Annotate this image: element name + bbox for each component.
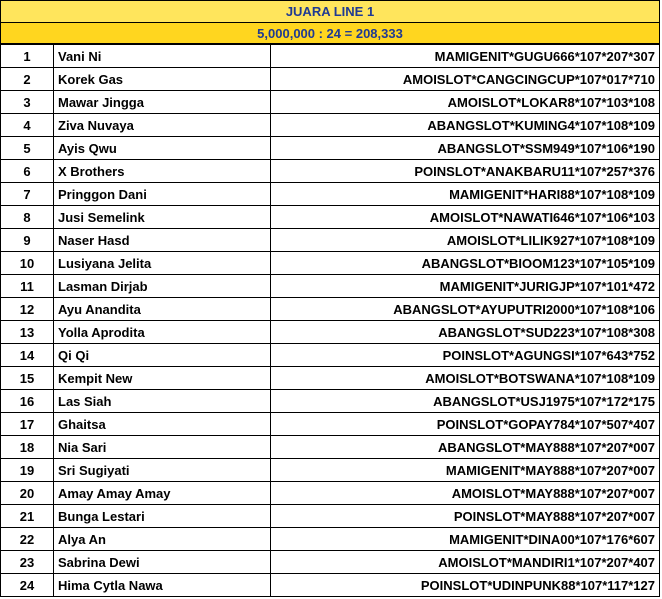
winner-code: MAMIGENIT*HARI88*107*108*109	[271, 183, 660, 206]
row-number: 6	[1, 160, 54, 183]
winner-code: AMOISLOT*MANDIRI1*107*207*407	[271, 551, 660, 574]
row-number: 12	[1, 298, 54, 321]
row-number: 10	[1, 252, 54, 275]
table-row	[1, 413, 660, 436]
row-number: 1	[1, 45, 54, 68]
row-number: 8	[1, 206, 54, 229]
row-number: 4	[1, 114, 54, 137]
row-number: 16	[1, 390, 54, 413]
winner-code: POINSLOT*ANAKBARU11*107*257*376	[271, 160, 660, 183]
sheet-title: JUARA LINE 1	[0, 0, 660, 22]
winner-name: Bunga Lestari	[54, 505, 271, 528]
winner-name: Lasman Dirjab	[54, 275, 271, 298]
row-number: 17	[1, 413, 54, 436]
table-row	[1, 551, 660, 574]
winner-name: Naser Hasd	[54, 229, 271, 252]
winner-name: Ziva Nuvaya	[54, 114, 271, 137]
row-number: 5	[1, 137, 54, 160]
winner-code: ABANGSLOT*BIOOM123*107*105*109	[271, 252, 660, 275]
winner-code: ABANGSLOT*AYUPUTRI2000*107*108*106	[271, 298, 660, 321]
winner-code: MAMIGENIT*JURIGJP*107*101*472	[271, 275, 660, 298]
winner-name: Pringgon Dani	[54, 183, 271, 206]
winner-name: Vani Ni	[54, 45, 271, 68]
row-number: 9	[1, 229, 54, 252]
winner-code: AMOISLOT*LILIK927*107*108*109	[271, 229, 660, 252]
winner-name: Las Siah	[54, 390, 271, 413]
winners-table	[0, 44, 660, 597]
table-row	[1, 91, 660, 114]
winner-code: MAMIGENIT*MAY888*107*207*007	[271, 459, 660, 482]
table-row	[1, 344, 660, 367]
winner-code: ABANGSLOT*KUMING4*107*108*109	[271, 114, 660, 137]
table-row	[1, 528, 660, 551]
table-row	[1, 160, 660, 183]
table-row	[1, 505, 660, 528]
table-row	[1, 390, 660, 413]
winner-name: Qi Qi	[54, 344, 271, 367]
table-row	[1, 275, 660, 298]
winner-name: Kempit New	[54, 367, 271, 390]
table-row	[1, 229, 660, 252]
winner-code: ABANGSLOT*MAY888*107*207*007	[271, 436, 660, 459]
table-row	[1, 114, 660, 137]
table-row	[1, 206, 660, 229]
table-row	[1, 321, 660, 344]
winner-name: Ghaitsa	[54, 413, 271, 436]
winner-code: AMOISLOT*LOKAR8*107*103*108	[271, 91, 660, 114]
row-number: 24	[1, 574, 54, 597]
table-row	[1, 482, 660, 505]
table-row	[1, 252, 660, 275]
winner-code: AMOISLOT*MAY888*107*207*007	[271, 482, 660, 505]
row-number: 13	[1, 321, 54, 344]
table-row	[1, 137, 660, 160]
row-number: 14	[1, 344, 54, 367]
row-number: 3	[1, 91, 54, 114]
row-number: 22	[1, 528, 54, 551]
winner-code: ABANGSLOT*SSM949*107*106*190	[271, 137, 660, 160]
table-row	[1, 436, 660, 459]
row-number: 20	[1, 482, 54, 505]
winner-name: X Brothers	[54, 160, 271, 183]
row-number: 18	[1, 436, 54, 459]
winner-code: AMOISLOT*CANGCINGCUP*107*017*710	[271, 68, 660, 91]
winner-name: Alya An	[54, 528, 271, 551]
winner-name: Ayu Anandita	[54, 298, 271, 321]
row-number: 19	[1, 459, 54, 482]
winner-code: AMOISLOT*NAWATI646*107*106*103	[271, 206, 660, 229]
winner-code: MAMIGENIT*DINA00*107*176*607	[271, 528, 660, 551]
row-number: 23	[1, 551, 54, 574]
winner-name: Amay Amay Amay	[54, 482, 271, 505]
winner-name: Sri Sugiyati	[54, 459, 271, 482]
winner-name: Mawar Jingga	[54, 91, 271, 114]
winner-code: POINSLOT*UDINPUNK88*107*117*127	[271, 574, 660, 597]
winner-name: Ayis Qwu	[54, 137, 271, 160]
winner-name: Nia Sari	[54, 436, 271, 459]
winner-code: MAMIGENIT*GUGU666*107*207*307	[271, 45, 660, 68]
winners-table-body	[1, 45, 660, 597]
table-row	[1, 68, 660, 91]
prize-calculation: 5,000,000 : 24 = 208,333	[0, 22, 660, 44]
row-number: 2	[1, 68, 54, 91]
table-row	[1, 459, 660, 482]
winner-name: Hima Cytla Nawa	[54, 574, 271, 597]
table-row	[1, 183, 660, 206]
winner-code: POINSLOT*MAY888*107*207*007	[271, 505, 660, 528]
row-number: 15	[1, 367, 54, 390]
winner-code: POINSLOT*AGUNGSI*107*643*752	[271, 344, 660, 367]
row-number: 7	[1, 183, 54, 206]
winner-name: Jusi Semelink	[54, 206, 271, 229]
winner-code: ABANGSLOT*USJ1975*107*172*175	[271, 390, 660, 413]
winner-name: Yolla Aprodita	[54, 321, 271, 344]
winner-code: POINSLOT*GOPAY784*107*507*407	[271, 413, 660, 436]
table-row	[1, 574, 660, 597]
table-row	[1, 367, 660, 390]
winner-name: Sabrina Dewi	[54, 551, 271, 574]
row-number: 21	[1, 505, 54, 528]
winner-code: ABANGSLOT*SUD223*107*108*308	[271, 321, 660, 344]
winner-name: Korek Gas	[54, 68, 271, 91]
table-row	[1, 298, 660, 321]
winner-name: Lusiyana Jelita	[54, 252, 271, 275]
table-row	[1, 45, 660, 68]
row-number: 11	[1, 275, 54, 298]
winner-code: AMOISLOT*BOTSWANA*107*108*109	[271, 367, 660, 390]
